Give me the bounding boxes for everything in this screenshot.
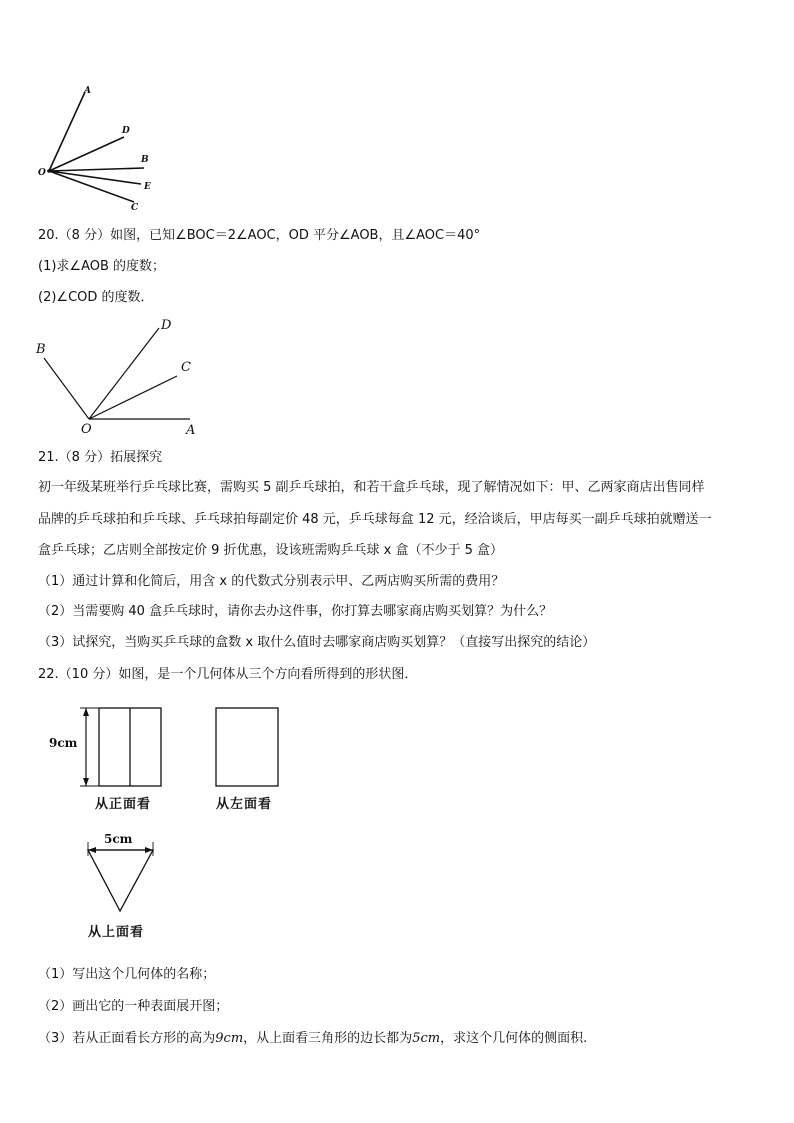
ray-oc [89, 376, 177, 419]
figure-rays-top [0, 0, 794, 220]
label-c: C [181, 360, 191, 375]
ray-oc [49, 171, 134, 202]
q21-part3: （3）试探究，当购买乒乓球的盒数 x 取什么值时去哪家商店购买划算？（直接写出探究的结论） [38, 635, 596, 650]
q21-paragraph-line-3: 盒乒乓球；乙店则全部按定价 9 折优惠，设该班需购乒乓球 x 盒（不少于 5 盒） [38, 543, 504, 558]
label-o: O [81, 422, 92, 437]
q22-part2: （2）画出它的一种表面展开图； [38, 999, 229, 1014]
q21-paragraph-line-1: 初一年级某班举行乒乓球比赛，需购买 5 副乒乓球拍，和若干盒乒乓球，现了解情况如下：甲、乙两家商店出售同样 [38, 480, 705, 495]
q21-part2: （2）当需要购 40 盒乒乓球时，请你去办这件事，你打算去哪家商店购买划算？为什么？ [38, 604, 553, 619]
ray-od [89, 328, 159, 419]
height-dimension [80, 708, 99, 786]
q20-part1: (1)求∠AOB 的度数； [38, 259, 166, 274]
q21-paragraph-line-2: 品牌的乒乓球拍和乒乓球、乒乓球拍每副定价 48 元，乒乓球每盒 12 元，经洽谈后，甲店每买一副乒乓球拍就赠送一 [38, 512, 712, 527]
q22-part3-height: 9cm [215, 1031, 244, 1046]
ray-oe [49, 171, 141, 184]
q22-part3-side: 5cm [412, 1031, 441, 1046]
label-d: D [122, 126, 130, 136]
q22-stem: 22.（10 分）如图，是一个几何体从三个方向看所得到的形状图． [38, 667, 418, 682]
q22-part1: （1）写出这个几何体的名称； [38, 967, 216, 982]
ray-ob [49, 168, 144, 171]
label-b: B [141, 155, 149, 165]
figure-q20 [0, 300, 794, 445]
q22-part3-text-c: ，求这个几何体的侧面积. [440, 1031, 588, 1046]
left-view [216, 708, 278, 786]
q21-part1: （1）通过计算和化简后，用含 x 的代数式分别表示甲、乙两店购买所需的费用？ [38, 574, 505, 589]
label-d: D [161, 318, 172, 333]
front-view-caption: 从正面看 [95, 797, 152, 812]
ray-ob [44, 358, 89, 419]
label-a: A [84, 86, 91, 96]
front-view [99, 708, 161, 786]
label-e: E [144, 182, 151, 192]
q20-stem: 20.（8 分）如图，已知∠BOC＝2∠AOC，OD 平分∠AOB，且∠AOC＝40° [38, 228, 481, 243]
ray-od [49, 137, 124, 171]
q21-stem: 21.（8 分）拓展探究 [38, 450, 163, 465]
ray-oa [49, 92, 85, 171]
q20-part2: (2)∠COD 的度数． [38, 290, 154, 305]
q22-part3 [38, 1030, 587, 1048]
front-height-label: 9cm [49, 736, 78, 750]
label-o: O [38, 168, 46, 178]
label-b: B [36, 342, 46, 357]
label-a: A [186, 423, 196, 438]
top-view-caption: 从上面看 [88, 925, 145, 940]
left-view-caption: 从左面看 [216, 797, 273, 812]
label-c: C [131, 203, 139, 213]
q22-part3-text-a: （3）若从正面看长方形的高为 [38, 1031, 216, 1046]
q22-part3-text-b: ，从上面看三角形的边长都为 [243, 1031, 413, 1046]
top-side-label: 5cm [104, 832, 133, 846]
top-view [88, 850, 153, 911]
